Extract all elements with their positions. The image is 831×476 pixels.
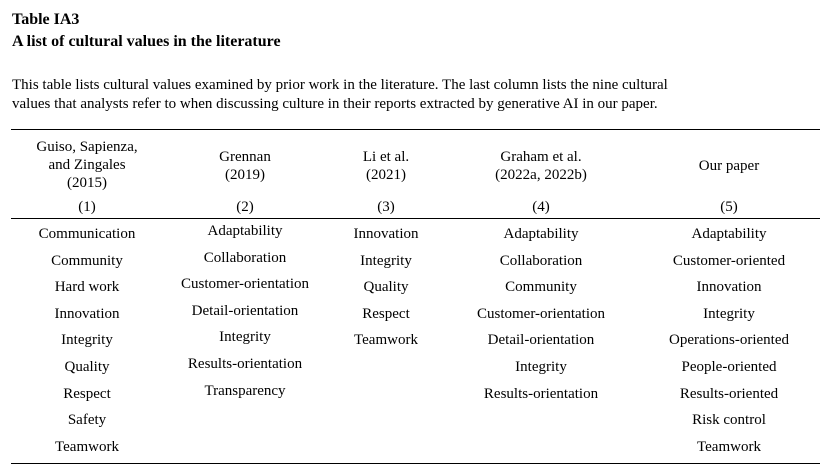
table-column-5 <box>619 0 831 476</box>
table-cell: Operations-oriented <box>669 332 789 349</box>
table-cell: Hard work <box>54 279 120 296</box>
column-number: (2) <box>236 199 254 215</box>
table-cell: Customer-oriented <box>672 252 786 269</box>
table-cell: Adaptability <box>503 226 579 242</box>
column-number: (4) <box>532 199 550 215</box>
table-cell: Integrity <box>515 359 567 375</box>
table-cell: Quality <box>64 359 110 375</box>
table-title: A list of cultural values in the literature <box>12 33 281 50</box>
table-cell: Results-orientation <box>483 385 599 402</box>
table-cell: Results-orientation <box>187 356 303 372</box>
table-cell: Risk control <box>692 412 766 429</box>
column-header: (2022a, 2022b) <box>495 167 587 183</box>
table-cell: Teamwork <box>697 438 761 455</box>
table-cell: Collaboration <box>499 252 583 269</box>
table-cell: Respect <box>362 305 410 322</box>
table-cell: Quality <box>363 279 409 296</box>
table-cell: Integrity <box>61 332 113 349</box>
table-cell: Integrity <box>360 252 412 269</box>
table-cell: Customer-orientation <box>476 305 605 322</box>
table-cell: Community <box>51 252 123 269</box>
column-header: Graham et al. <box>500 149 582 165</box>
table-cell: Safety <box>67 412 107 429</box>
table-cell: Adaptability <box>691 226 767 242</box>
table-cell: Results-oriented <box>679 385 779 402</box>
table-cell: Innovation <box>353 226 419 242</box>
table-cell: Integrity <box>703 305 755 322</box>
table-cell: Teamwork <box>354 332 418 349</box>
table-cell: Collaboration <box>203 249 287 266</box>
caption-line: This table lists cultural values examined by prior work in the literature. The last column lists the nine cultural <box>12 77 668 93</box>
column-header: Li et al. <box>362 149 410 165</box>
column-header: (2019) <box>225 167 265 183</box>
table-cell: Detail-orientation <box>191 302 299 319</box>
column-header: Guiso, Sapienza, <box>36 139 138 155</box>
table-cell: Respect <box>63 385 111 402</box>
column-number: (5) <box>720 199 738 215</box>
table-cell: Teamwork <box>55 438 119 455</box>
table-cell: Communication <box>38 226 136 242</box>
table-cell: Adaptability <box>207 223 283 239</box>
caption-line: values that analysts refer to when discussing culture in their reports extracted by generative AI in our paper. <box>12 96 658 112</box>
column-header: (2015) <box>67 175 107 191</box>
table-cell: Integrity <box>219 329 271 346</box>
column-header: (2021) <box>366 167 406 183</box>
table-cell: Detail-orientation <box>487 332 595 349</box>
column-number: (3) <box>377 199 395 215</box>
table-cell: People-oriented <box>681 359 777 375</box>
table-cell: Community <box>505 279 577 296</box>
table-column-4 <box>431 0 651 476</box>
column-header: Our paper <box>698 158 760 174</box>
column-header: and Zingales <box>48 157 126 173</box>
table-cell: Innovation <box>696 279 762 296</box>
table-cell: Customer-orientation <box>180 276 309 293</box>
table-cell: Innovation <box>54 305 120 322</box>
column-number: (1) <box>78 199 96 215</box>
column-header: Grennan <box>219 149 271 165</box>
table-label: Table IA3 <box>12 11 80 28</box>
table-cell: Transparency <box>204 382 286 399</box>
